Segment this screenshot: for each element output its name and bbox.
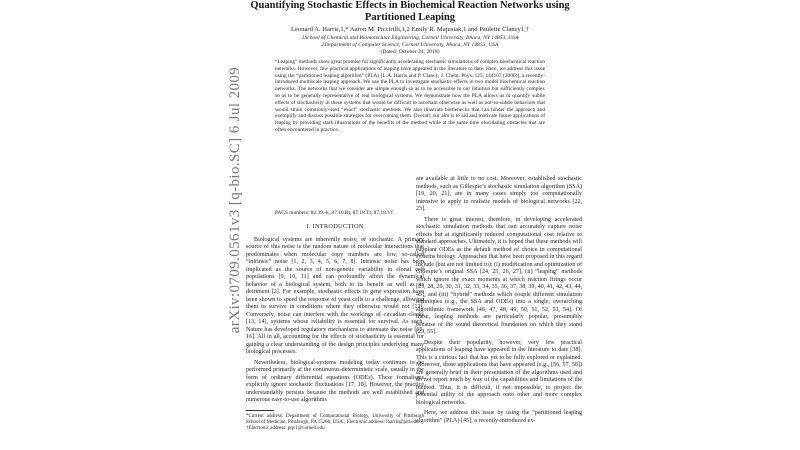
paragraph: Here, we address this issue by using the “partitioned leaping algorithm” (PLA) [45], a recently-introduced ex- xyxy=(416,410,582,424)
affiliation-2: 2Department of Computer Science, Cornell University, Ithaca, NY 14853, USA xyxy=(321,42,499,48)
affiliation-1: 1School of Chemical and Biomolecular Engineering, Cornell University, Ithaca, NY 14853, USA xyxy=(301,35,519,41)
section-heading: I. INTRODUCTION xyxy=(306,223,364,230)
affiliations xyxy=(235,35,585,49)
arxiv-identifier: arXiv:0709.0561v3 [q-bio.SC] 6 Jul 2009 xyxy=(227,66,243,334)
abstract: “Leaping” methods show great promise for significantly accelerating stochastic simulations of complex biochemical reaction networks. However, few practical applications of leaping have appeared in the literature to date. Here, we address this issue using the “partitioned leaping algorithm” (PLA) [L.A. Harris and P. Clancy, J. Chem. Phys. 125, 144107 (2006)], a recently-introduced multiscale leaping approach. We use the PLA to investigate stochastic effects in two model biochemical reaction networks. The networks that we consider are simple enough so as to be accessible to our intuition but sufficiently complex so as to be generally representative of real biological systems. We demonstrate how the PLA allows us to quantify subtle effects of stochasticity in these systems that would be difficult to ascertain otherwise as well as not-so-subtle behaviors that would strain commonly-used “exact” stochastic methods. We also illustrate bottlenecks that can hinder the approach and exemplify and discuss possible strategies for overcoming them. Overall, our aim is to aid and motivate future applications of leaping by providing stark illustrations of the benefits of the method while at the same time elucidating obstacles that are often encountered in practice. xyxy=(275,59,545,133)
right-column xyxy=(416,176,582,428)
paragraph: Despite their popularity, however, very few practical applications of leaping have appeared in the literature to date [38]. This is a curious fact that has yet to be fully explored or explained. Moreover, those applications that have appeared (e.g., [56, 57, 58]) are generally brief in their presentation of the algorithms used and do not report much by way of the capabilities and limitations of the method. Thus, it is difficult, if not impossible, to project the potential utility of the approach onto other and more complex biological networks. xyxy=(416,339,582,406)
date-line: (Dated: October 24, 2018) xyxy=(380,49,440,55)
paragraph: There is great interest, therefore, in developing accelerated stochastic simulation methods that can accurately capture noise effects but at significantly reduced computational cost relative to standard approaches. Ultimately, it is hoped that these methods will supplant ODEs as the default method of choice in computational systems biology. Approaches that have been proposed in this regard include (but are not limited to): (i) modification and optimization of Gillespie’s original SSA [24, 25, 26, 27], (ii) “leaping” methods which ignore the exact moments at which reaction firings occur [23, 28, 29, 30, 31, 32, 33, 34, 35, 36, 37, 38, 39, 40, 41, 42, 43, 44, 45], and (iii) “hybrid” methods which couple different simulation techniques (e.g., the SSA and ODEs) into a single, overarching algorithmic framework [46, 47, 48, 49, 50, 51, 52, 53, 54]. Of these, leaping methods are particularly popular, presumably because of the sound theoretical foundation on which they stand [23, 55]. xyxy=(416,216,582,335)
left-column xyxy=(246,223,424,432)
pacs-numbers: PACS numbers: 82.39.-k, 87.10.Rt, 87.18.Tt, 87.18.Vf xyxy=(275,210,393,216)
paragraph: are available at little to no cost. Moreover, established stochastic methods, such as Gillespie’s stochastic simulation algorithm (SSA) [19, 20, 21], are in many cases simply too computationally intensive to apply to realistic models of biological networks [22, 23]. xyxy=(416,176,582,212)
paper-title: Quantifying Stochastic Effects in Biochemical Reaction Networks using Partitioned Leaping xyxy=(250,0,570,23)
footnote-rule xyxy=(246,410,274,411)
author-list: Leonard A. Harris,1,* Aaron M. Piccirilli,1,2 Emily R. Majusiak,1 and Paulette Clancy1,† xyxy=(290,26,530,33)
paragraph: Biological systems are inherently noisy, or stochastic. A primary source of this noise is the random nature of molecular interactions that predominates when molecular copy numbers are low, so-called “intrinsic” noise [1, 2, 3, 4, 5, 6, 7, 8]. Intrinsic noise has been implicated as the source of non-genetic variability in clonal cell populations [9, 10, 11] and can profoundly affect the dynamical behavior of a biological system, both to its benefit as well as its detriment [2]. For example, stochastic effects in gene expression have been shown to speed the response of yeast cells to a challenge, allowing them to survive in conditions where they otherwise would not [12]. Conversely, noise can interfere with the workings of circadian clocks [13, 14], systems whose reliability is essential for survival. As such, Nature has developed regulatory mechanisms to attenuate the noise [15, 16]. All in all, accounting for the effects of stochasticity is essential for gaining a clear understanding of the design principles underlying many biological processes. xyxy=(246,236,424,355)
paragraph: Nevertheless, biological-systems modeling today continues to be performed primarily at the continuous-deterministic scale, usually in the form of ordinary differential equations (ODEs). These formalisms explicitly ignore stochastic fluctuations [17, 18]. However, the practice understandably persists because the methods are well established and numerous easy-to-use algorithms xyxy=(246,359,424,403)
footnote: †Electronic address: pqc1@cornell.edu xyxy=(246,425,325,431)
footnote: *Current address: Department of Computational Biology, University of Pittsburgh School of Medicine, Pittsburgh, PA 15260, USA.; Electronic address: lharris@pitt.edu xyxy=(246,413,424,425)
